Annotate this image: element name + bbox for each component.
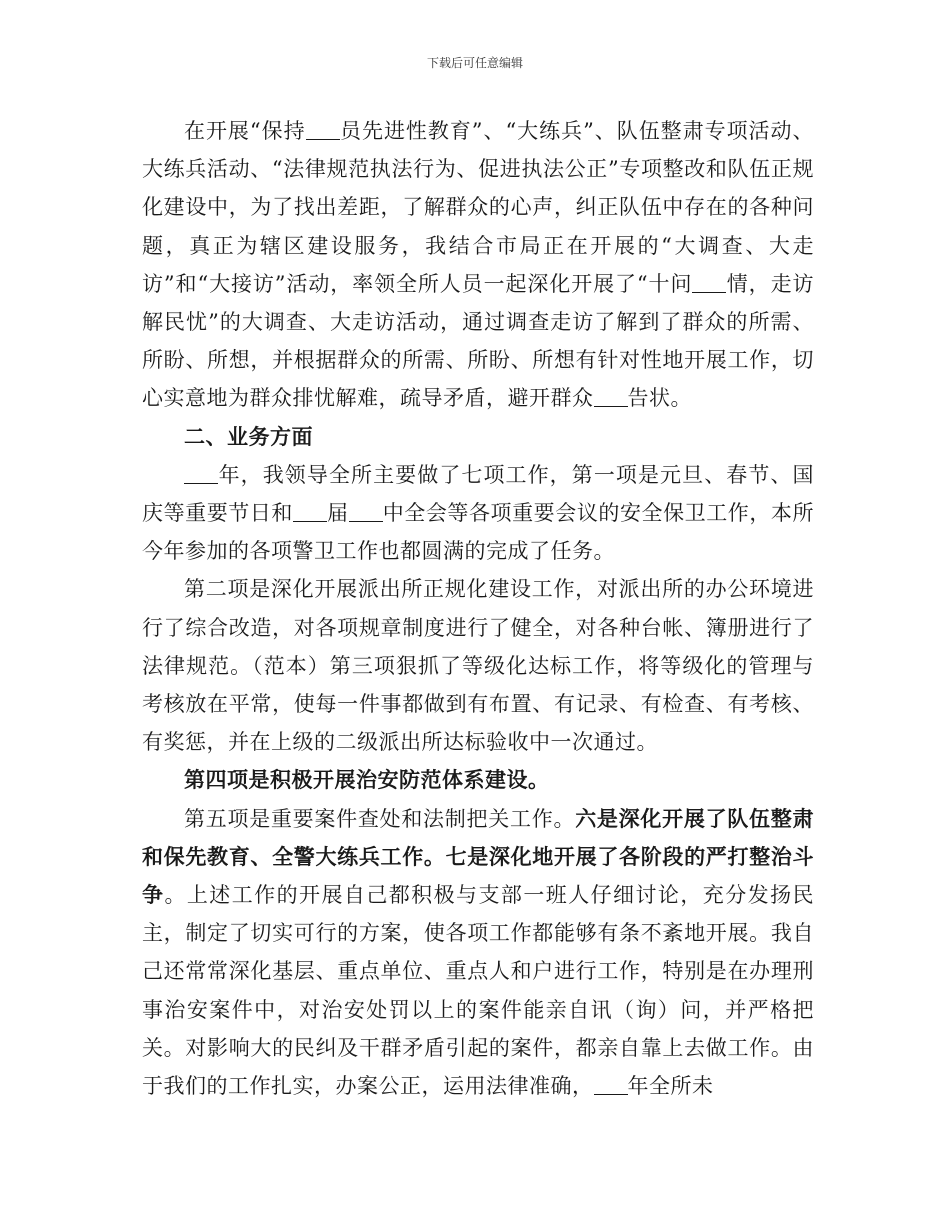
page-header: 下载后可任意编辑 [426,56,523,70]
text-segment: 在开展“保持 [184,119,306,143]
text-segment: 情，走访解民忧”的大调查、大走访活动，通过调查走访了解到了群众的所需、所盼、所想，并根据群众的所需、所盼、所想有针对性地开展工作，切心实意地为群众排忧解难，疏导矛盾，避开群众 [142,271,814,411]
text-segment: 年全所未 [627,1074,714,1099]
text-segment: 届 [326,501,349,526]
text-segment: 第二项是深化开展派出所正规化建设工作，对派出所的办公环境进行了综合改造，对各项规章制度进行了健全，对各种台帐、簿册进行了法律规范。（范本）第三项狠抓了等级化达标工作，将等级化的管理与考核放在平常，使每一件事都做到有布置、有记录、有检查、有考核、有奖惩，并在上级的二级派出所达标验收中一次通过。 [142,577,814,755]
text-segment: 中全会等各项重要会议的安全保卫工作，本所今年参加的各项警卫工作也都圆满的完成了任务。 [142,501,815,564]
text-segment: 员先进性教育”、“大练兵”、队伍整肃专项活动、大练兵活动、“法律规范执法行为、促进执法公正”专项整改和队伍正规化建设中，为了找出差距，了解群众的心声，纠正队伍中存在的各种问题，真正为辖区建设服务，我结合市局正在开展的“大调查、大走访”和“大接访”活动，率领全所人员一起深化开展了“十问 [142,119,814,296]
section-heading [142,761,814,799]
paragraph [142,456,814,571]
blank-underline [692,271,726,293]
text-segment: 告状。 [627,386,692,411]
blank-underline [184,462,218,484]
text-segment: 第五项是重要案件查处和法制把关工作。 [184,806,576,831]
blank-underline [293,500,327,522]
text-segment: 第四项是积极开展治安防范体系建设。 [184,767,550,793]
paragraph [142,570,814,761]
blank-underline [349,500,383,522]
blank-underline [594,1073,628,1095]
text-segment: 年，我领导全所主要做了七项工作，第一项是元旦、春节、国庆等重要节日和 [142,462,814,526]
text-segment: 。上述工作的开展自己都积极与支部一班人仔细讨论，充分发扬民主，制定了切实可行的方案，使各项工作都能够有条不紊地开展。我自己还常常深化基层、重点单位、重点人和户进行工作，特别是在办理刑事治安案件中，对治安处罚以上的案件能亲自讯（询）问，并严格把关。对影响大的民纠及干群矛盾引起的案件，都亲自靠上去做工作。由于我们的工作扎实，办案公正，运用法律准确， [142,883,815,1099]
text-segment: 六是深化开展了队伍整肃和保先教育、全警大练兵工作。七是深化地开展了各阶段的严打整治斗争 [142,805,815,908]
paragraph [142,112,814,418]
document-body [142,112,814,1105]
section-heading [142,418,814,456]
blank-underline [594,385,628,407]
paragraph [142,800,814,1106]
blank-underline [306,118,340,140]
text-segment: 二、业务方面 [184,423,313,449]
